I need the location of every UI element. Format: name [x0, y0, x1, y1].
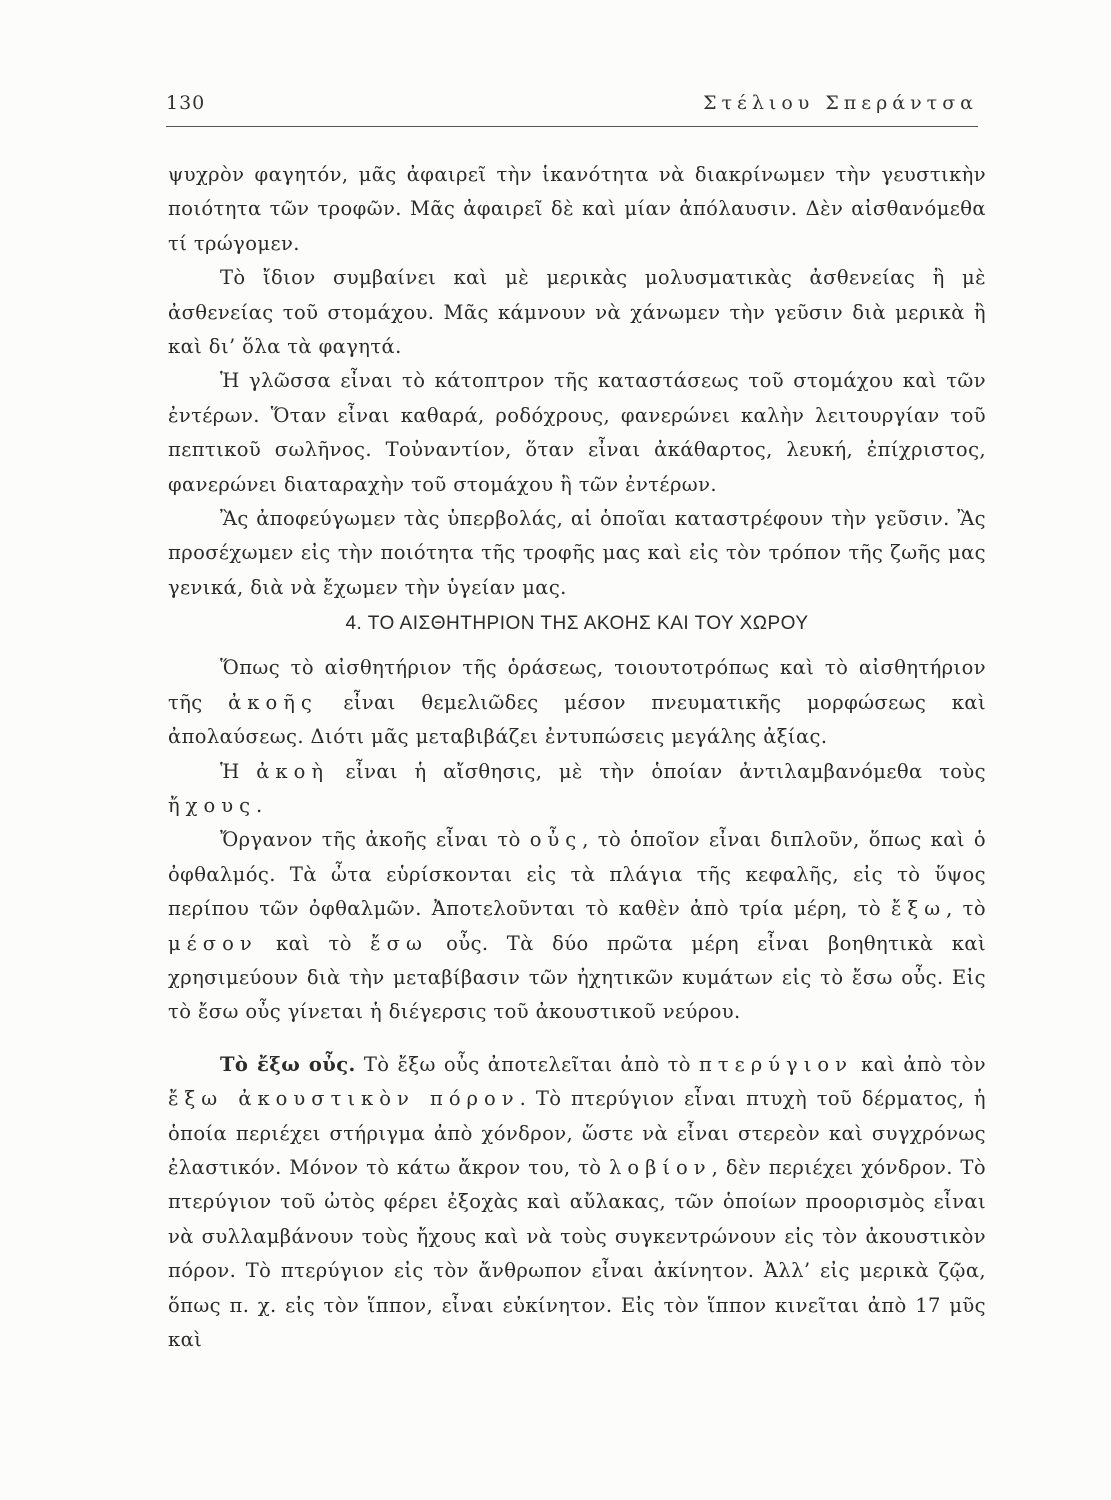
- spaced-term: ἔξω ἀκουστικὸν πόρον: [168, 1087, 520, 1111]
- running-head: Στέλιου Σπεράντσα: [703, 92, 978, 114]
- spaced-term: οὖς: [529, 828, 583, 852]
- text-run: .: [256, 793, 263, 817]
- spaced-term: ἀκοῆς: [228, 690, 318, 714]
- text-run: Τὸ ἔξω οὖς ἀποτελεῖται ἀπὸ τὸ: [355, 1052, 700, 1076]
- paragraph-3: Ἡ γλῶσσα εἶναι τὸ κάτοπτρον τῆς καταστάσεως τοῦ στομάχου καὶ τῶν ἐντέρων. Ὅταν εἶναι καθαρά, ροδόχρους, φανερώνει καλὴν λειτουργίαν τοῦ πεπτικοῦ σωλῆνος. Τοὐναντίον, ὅταν εἶναι ἀκάθαρτος, λευκή, ἐπίχριστος, φανερώνει διαταραχὴν τοῦ στομάχου ἢ τῶν ἐντέρων.: [168, 369, 986, 496]
- text-run: Ὅπως τὸ αἰσθητήριον τῆς ὁράσεως, τοιουτοτρόπως καὶ τὸ αἰσθητήριον τῆς: [168, 656, 986, 714]
- text-run: καὶ ἀπὸ τὸν: [852, 1052, 986, 1076]
- paragraph-7: [168, 823, 986, 1029]
- paragraph-5: [168, 651, 986, 754]
- subsection-lead: Τὸ ἔξω οὖς.: [220, 1052, 356, 1076]
- spaced-term: πτερύγιον: [699, 1052, 853, 1076]
- spaced-term: ἤχους: [168, 793, 257, 817]
- text-run: Ὄργανον τῆς ἀκοῆς εἶναι τὸ: [220, 828, 530, 852]
- spaced-term: ἀκοὴ: [256, 759, 330, 783]
- text-run: . Τὸ πτερύγιον εἶναι πτυχὴ τοῦ δέρματος, ἡ ὁποία περιέχει στήριγμα ἀπὸ χόνδρον, ὥστε νὰ εἶναι στερεὸν καὶ συγχρόνως ἐλαστικόν. Μόνον τὸ κάτω ἄκρον του, τὸ: [168, 1087, 986, 1179]
- spaced-term: μέσον: [168, 931, 258, 955]
- paragraph-4: Ἂς ἀποφεύγωμεν τὰς ὑπερβολάς, αἱ ὁποῖαι καταστρέφουν τὴν γεῦσιν. Ἂς προσέχωμεν εἰς τὴν ποιότητα τῆς τροφῆς μας καὶ εἰς τὸν τρόπον τῆς ζωῆς μας γενικά, διὰ νὰ ἔχωμεν τὴν ὑγείαν μας.: [168, 507, 986, 599]
- text-run: οὖς. Τὰ δύο πρῶτα μέρη εἶναι βοηθητικὰ καὶ χρησιμεύουν διὰ τὴν μεταβίβασιν τῶν ἠχητικῶν κυμάτων εἰς τὸ ἔσω οὖς. Εἰς τὸ ἔσω οὖς γίνεται ἡ διέγερσις τοῦ ἀκουστικοῦ νεύρου.: [168, 931, 986, 1024]
- text-run: εἶναι ἡ αἴσθησις, μὲ τὴν ὁποίαν ἀντιλαμβανόμεθα τοὺς: [329, 759, 986, 783]
- text-run: καὶ τὸ: [257, 931, 371, 955]
- paragraph-8: [168, 1048, 986, 1358]
- text-run: , τὸ: [946, 897, 986, 921]
- spaced-term: ἔξω: [891, 897, 947, 921]
- spaced-term: λοβίον: [609, 1155, 712, 1179]
- paragraph-2: Τὸ ἴδιον συμβαίνει καὶ μὲ μερικὰς μολυσματικὰς ἀσθενείας ἢ μὲ ἀσθενείας τοῦ στομάχου. Μᾶς κάμνουν νὰ χάνωμεν τὴν γεῦσιν διὰ μερικὰ ἢ καὶ δι’ ὅλα τὰ φαγητά.: [168, 266, 986, 359]
- text-run: εἶναι θεμελιῶδες μέσον πνευματικῆς μορφώσεως καὶ ἀπολαύσεως. Διότι μᾶς μεταβιβάζει ἐντυπώσεις μεγάλης ἀξίας.: [168, 690, 986, 749]
- paragraph-1: ψυχρὸν φαγητόν, μᾶς ἀφαιρεῖ τὴν ἱκανότητα νὰ διακρίνωμεν τὴν γευστικὴν ποιότητα τῶν τροφῶν. Μᾶς ἀφαιρεῖ δὲ καὶ μίαν ἀπόλαυσιν. Δὲν αἰσθανόμεθα τί τρώγομεν.: [168, 163, 986, 255]
- body-text: [168, 158, 986, 1357]
- paragraph-6: [168, 755, 986, 824]
- header-rule: [166, 126, 978, 127]
- paragraph-gap: [168, 1030, 986, 1048]
- text-run: , τὸ ὁποῖον εἶναι διπλοῦν, ὅπως καὶ ὁ ὀφθαλμός. Τὰ ὦτα εὑρίσκονται εἰς τὰ πλάγια τῆς κεφαλῆς, εἰς τὸ ὕψος περίπου τῶν ὀφθαλμῶν. Ἀποτελοῦνται τὸ καθὲν ἀπὸ τρία μέρη, τὸ: [168, 828, 986, 921]
- text-run: Ἡ: [220, 759, 257, 783]
- page-number: 130: [166, 92, 206, 114]
- spaced-term: ἔσω: [370, 931, 428, 955]
- section-heading: 4. ΤΟ ΑΙΣΘΗΤΗΡΙΟΝ ΤΗΣ ΑΚΟΗΣ ΚΑΙ ΤΟΥ ΧΩΡΟΥ: [345, 613, 809, 635]
- text-run: , δὲν περιέχει χόνδρον. Τὸ πτερύγιον τοῦ ὠτὸς φέρει ἐξοχὰς καὶ αὔλακας, τῶν ὁποίων προορισμὸς εἶναι νὰ συλλαμβάνουν τοὺς ἤχους καὶ νὰ τοὺς συγκεντρώνουν εἰς τὸν ἀκουστικὸν πόρον. Τὸ πτερύγιον εἰς τὸν ἄνθρωπον εἶναι ἀκίνητον. Ἀλλ’ εἰς μερικὰ ζῷα, ὅπως π. χ. εἰς τὸν ἵππον, εἶναι εὐκίνητον. Εἰς τὸν ἵππον κινεῖται ἀπὸ 17 μῦς καὶ: [168, 1155, 986, 1351]
- page-header: [166, 92, 978, 124]
